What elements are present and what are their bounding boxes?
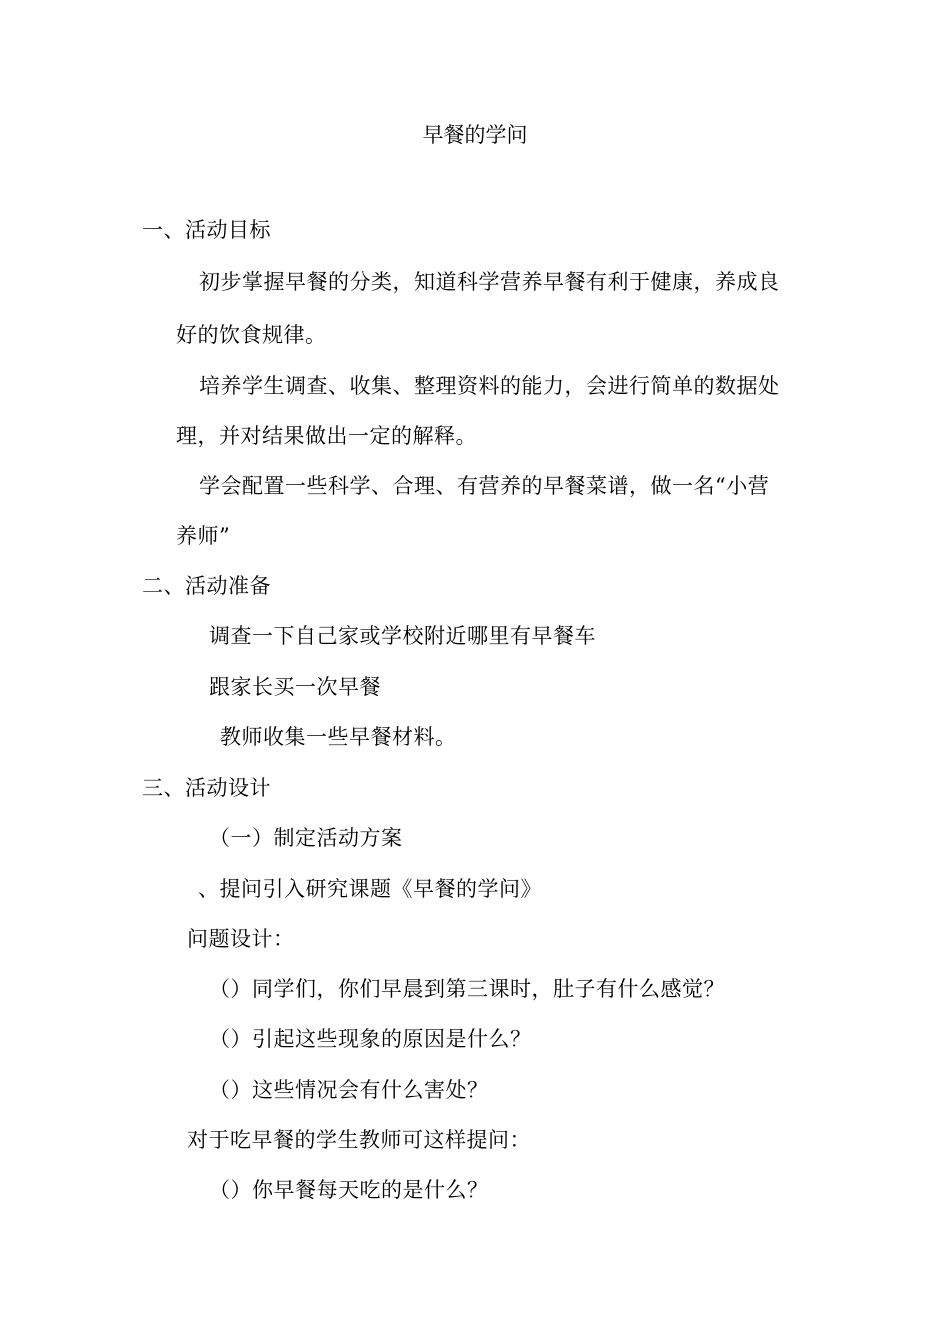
goal-paragraph-2-line-2: 理，并对结果做出一定的解释。 bbox=[176, 424, 477, 448]
breakfast-question-item-1: （）你早餐每天吃的是什么？ bbox=[209, 1178, 489, 1202]
preparation-item-3: 教师收集一些早餐材料。 bbox=[220, 725, 457, 749]
question-item-1: （）同学们，你们早晨到第三课时，肚子有什么感觉？ bbox=[209, 977, 725, 1001]
goal-paragraph-1-line-1: 初步掌握早餐的分类，知道科学营养早餐有利于健康，养成良 bbox=[199, 270, 780, 294]
design-subheading: （一）制定活动方案 bbox=[209, 826, 403, 850]
breakfast-prompt: 对于吃早餐的学生教师可这样提问： bbox=[187, 1128, 531, 1152]
goal-paragraph-1-line-2: 好的饮食规律。 bbox=[176, 323, 327, 347]
goal-paragraph-3-line-1: 学会配置一些科学、合理、有营养的早餐菜谱，做一名“小营 bbox=[199, 474, 770, 498]
section-heading-design: 三、活动设计 bbox=[142, 776, 271, 800]
section-heading-preparation: 二、活动准备 bbox=[142, 574, 271, 598]
question-design-label: 问题设计： bbox=[187, 927, 295, 951]
question-item-2: （）引起这些现象的原因是什么？ bbox=[209, 1027, 532, 1051]
preparation-item-1: 调查一下自己家或学校附近哪里有早餐车 bbox=[209, 624, 596, 648]
design-step-1: 、提问引入研究课题《早餐的学问》 bbox=[198, 877, 542, 901]
goal-paragraph-2-line-1: 培养学生调查、收集、整理资料的能力，会进行简单的数据处 bbox=[199, 374, 780, 398]
question-item-3: （）这些情况会有什么害处？ bbox=[209, 1078, 489, 1102]
document-title: 早餐的学问 bbox=[422, 123, 528, 147]
goal-paragraph-3-line-2: 养师” bbox=[176, 524, 231, 548]
section-heading-goals: 一、活动目标 bbox=[142, 218, 271, 242]
preparation-item-2: 跟家长买一次早餐 bbox=[209, 675, 381, 699]
